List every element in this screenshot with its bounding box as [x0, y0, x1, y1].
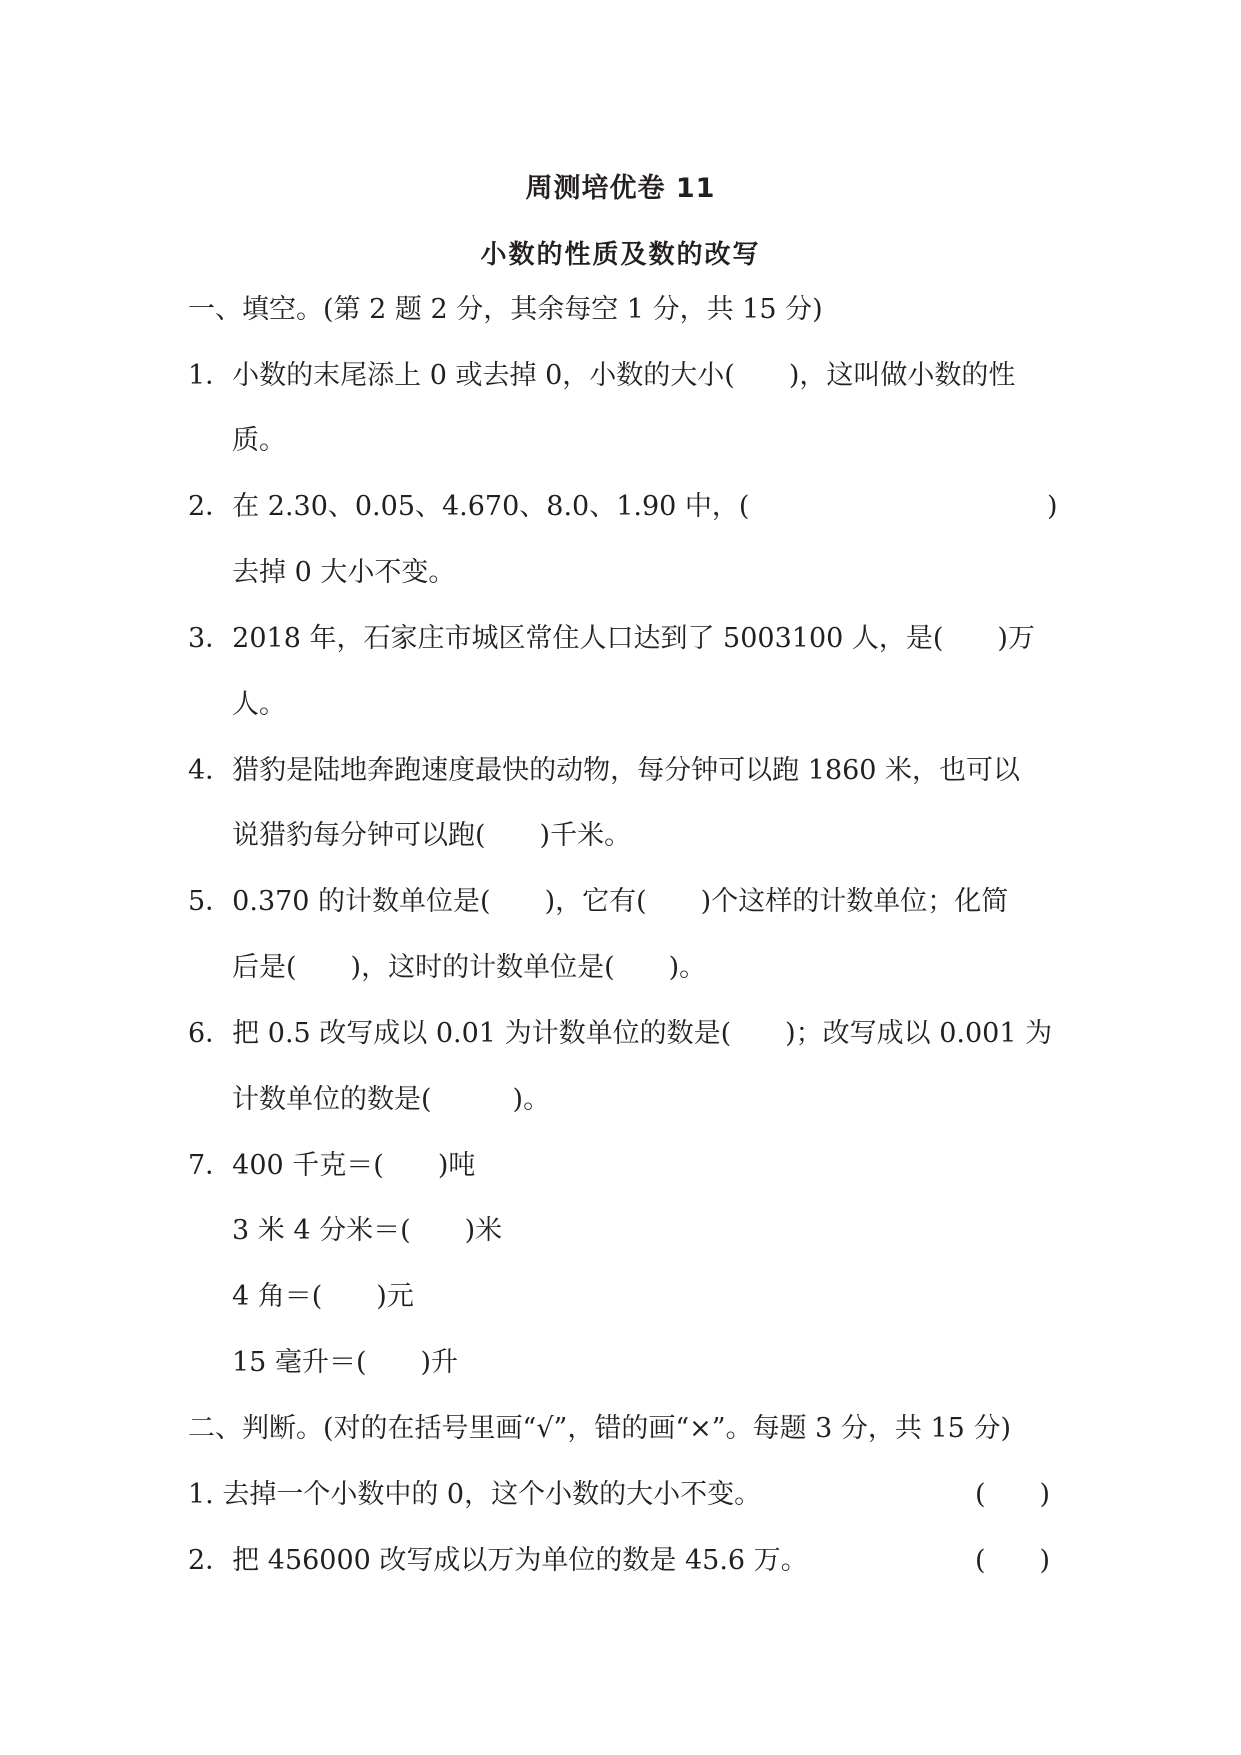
question-6-line-1: 6．把 0.5 改写成以 0.01 为计数单位的数是( )；改写成以 0.001 为: [188, 1018, 1053, 1049]
question-2-close-paren: ): [1047, 491, 1058, 522]
question-7-line-2: 3 米 4 分米＝( )米: [232, 1215, 503, 1246]
question-7-line-3: 4 角＝( )元: [232, 1281, 414, 1312]
question-3-line-2: 人。: [232, 689, 286, 720]
page-title: 周测培优卷 11: [525, 173, 716, 204]
judgment-item-1: 1. 去掉一个小数中的 0，这个小数的大小不变。: [188, 1479, 762, 1510]
question-5-line-2: 后是( )，这时的计数单位是( )。: [232, 952, 707, 983]
section-1-heading: 一、填空。(第 2 题 2 分，其余每空 1 分，共 15 分): [188, 294, 823, 325]
question-7-line-1: 7．400 千克＝( )吨: [188, 1150, 476, 1181]
judgment-item-2: 2．把 456000 改写成以万为单位的数是 45.6 万。: [188, 1545, 808, 1576]
question-2-line-1: 2．在 2.30、0.05、4.670、8.0、1.90 中，(: [188, 491, 750, 522]
question-4-line-2: 说猎豹每分钟可以跑( )千米。: [232, 820, 632, 851]
question-1-line-1: 1．小数的末尾添上 0 或去掉 0，小数的大小( )，这叫做小数的性: [188, 360, 1016, 391]
question-5-line-1: 5．0.370 的计数单位是( )，它有( )个这样的计数单位；化简: [188, 886, 1009, 917]
question-4-line-1: 4．猎豹是陆地奔跑速度最快的动物，每分钟可以跑 1860 米，也可以: [188, 755, 1021, 786]
page-subtitle: 小数的性质及数的改写: [480, 240, 761, 270]
section-2-heading: 二、判断。(对的在括号里画“√”，错的画“×”。每题 3 分，共 15 分): [188, 1413, 1011, 1444]
judgment-item-2-answer-box: ( ): [975, 1545, 1051, 1576]
question-1-line-2: 质。: [232, 425, 286, 456]
question-3-line-1: 3．2018 年，石家庄市城区常住人口达到了 5003100 人，是( )万: [188, 623, 1035, 654]
question-6-line-2: 计数单位的数是( )。: [232, 1084, 551, 1115]
judgment-item-1-answer-box: ( ): [975, 1479, 1051, 1510]
question-2-line-2: 去掉 0 大小不变。: [232, 557, 456, 588]
question-7-line-4: 15 毫升＝( )升: [232, 1347, 459, 1378]
